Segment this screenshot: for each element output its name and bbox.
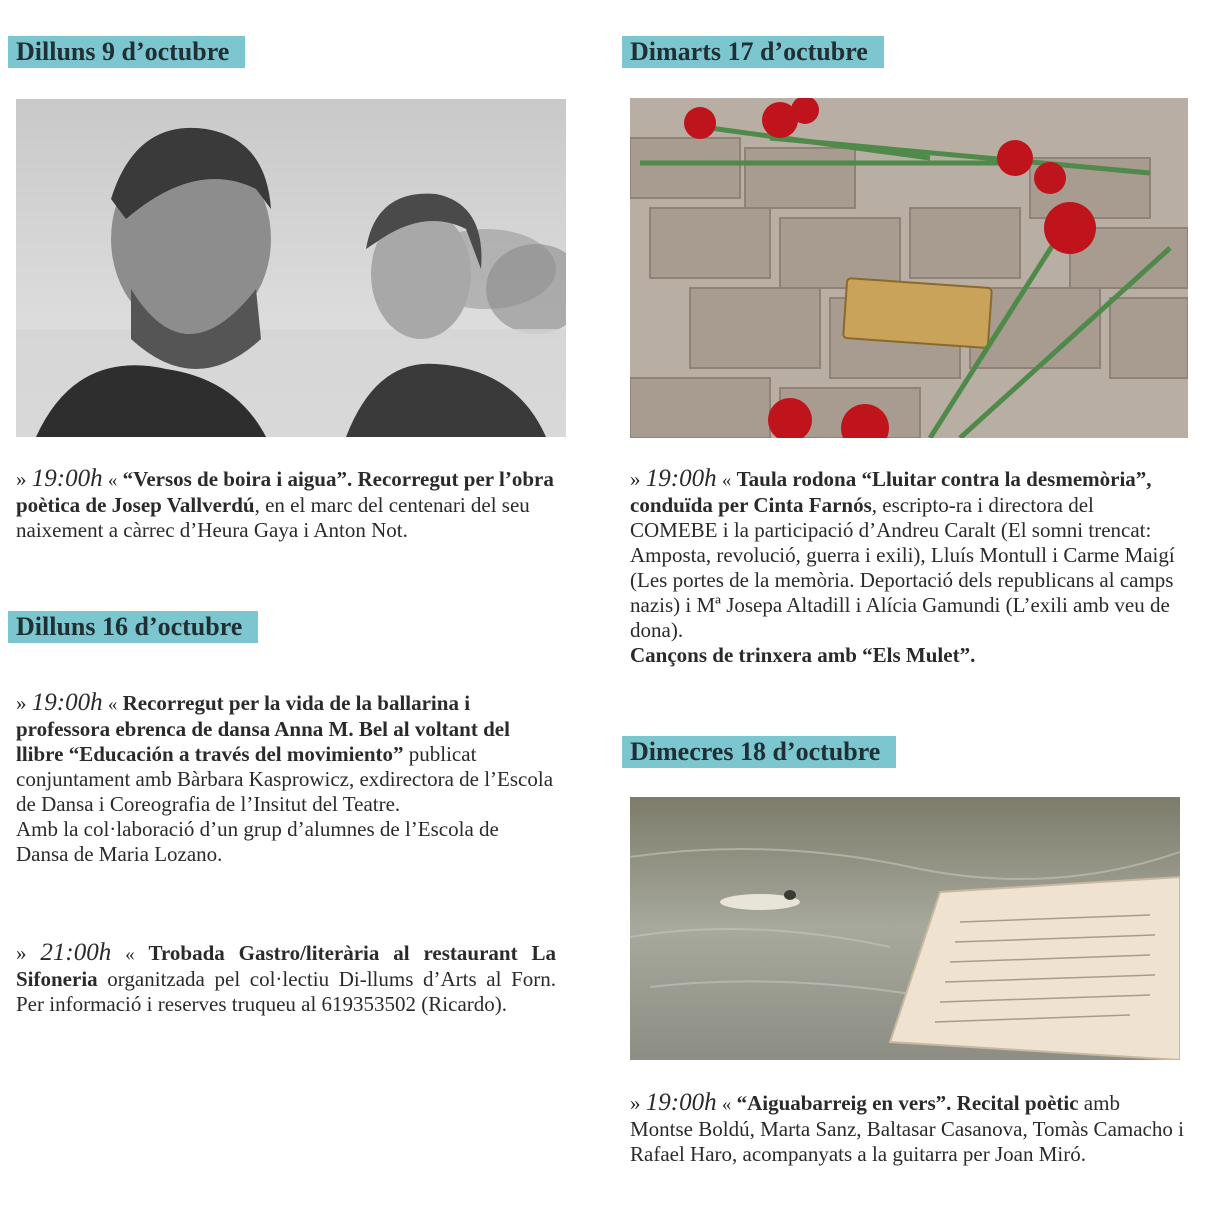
event-description: amb Montse Boldú, Marta Sanz, Baltasar Casanova, Tomàs Camacho i Rafael Haro, acompanyats a la guitarra per Joan Miró.	[630, 1091, 1184, 1166]
bullet-close: «	[721, 1094, 732, 1115]
day-heading-oct17: Dimarts 17 d’octubre	[622, 36, 884, 68]
event-description: , escripto-ra i directora del COMEBE i la participació d’Andreu Caralt (El somni trencat: Amposta, revolució, guerra i exili), Lluís Montull i Carme Maigí (Les portes de la memòria. Deportació dels republicans al camps nazis) i Mª Josepa Altadill i Alícia Gamundi (L’exili amb veu de dona).	[630, 493, 1175, 642]
event-time: 19:00h	[645, 465, 717, 492]
event-title: Trobada Gastro/literària al restaurant La Sifoneria	[16, 941, 556, 991]
bullet-close: «	[125, 944, 135, 965]
event-time: 19:00h	[31, 465, 103, 492]
event-description: organitzada pel col·lectiu Di-llums d’Arts al Forn. Per informació i reserves truqueu al 619353502 (Ricardo).	[16, 967, 556, 1016]
carnations-stolperstein-photo	[630, 98, 1188, 438]
event-time: 19:00h	[645, 1089, 717, 1116]
bullet-open: »	[16, 941, 27, 965]
event-time: 21:00h	[40, 939, 112, 966]
bullet-open: »	[630, 1091, 641, 1115]
event-collaboration: Amb la col·laboració d’un grup d’alumnes de l’Escola de Dansa de Maria Lozano.	[16, 817, 499, 866]
day-heading-oct18: Dimecres 18 d’octubre	[622, 736, 896, 768]
river-poem-photo	[630, 797, 1180, 1060]
event-title: Recorregut per la vida de la ballarina i professora ebrenca de dansa Anna M. Bel al voltant del llibre “Educación a través del movimiento”	[16, 691, 510, 766]
event-oct16-1900	[16, 690, 556, 867]
event-oct9	[16, 466, 556, 543]
bullet-open: »	[630, 467, 641, 491]
event-title: “Aiguabarreig en vers”. Recital poètic	[736, 1091, 1079, 1115]
event-description: publicat conjuntament amb Bàrbara Kasprowicz, exdirectora de l’Escola de Dansa i Coreografia de l’Insitut del Teatre.	[16, 742, 554, 816]
bullet-open: »	[16, 467, 27, 491]
event-oct17	[630, 466, 1175, 668]
event-description: , en el marc del centenari del seu naixement a càrrec d’Heura Gaya i Anton Not.	[16, 493, 530, 542]
event-oct18	[630, 1090, 1185, 1167]
event-time: 19:00h	[31, 689, 103, 716]
bullet-close: «	[107, 694, 118, 715]
event-oct16-2100	[16, 940, 556, 1017]
day-heading-oct16: Dilluns 16 d’octubre	[8, 611, 258, 643]
bullet-open: »	[16, 691, 27, 715]
event-title: Taula rodona “Lluitar contra la desmemòria”, conduïda per Cinta Farnós	[630, 467, 1152, 517]
event-songs: Cançons de trinxera amb “Els Mulet”.	[630, 643, 976, 667]
poets-portrait-photo	[16, 99, 566, 437]
bullet-close: «	[721, 470, 732, 491]
bullet-close: «	[107, 470, 118, 491]
event-title: “Versos de boira i aigua”. Recorregut per l’obra poètica de Josep Vallverdú	[16, 467, 554, 517]
day-heading-oct9: Dilluns 9 d’octubre	[8, 36, 245, 68]
